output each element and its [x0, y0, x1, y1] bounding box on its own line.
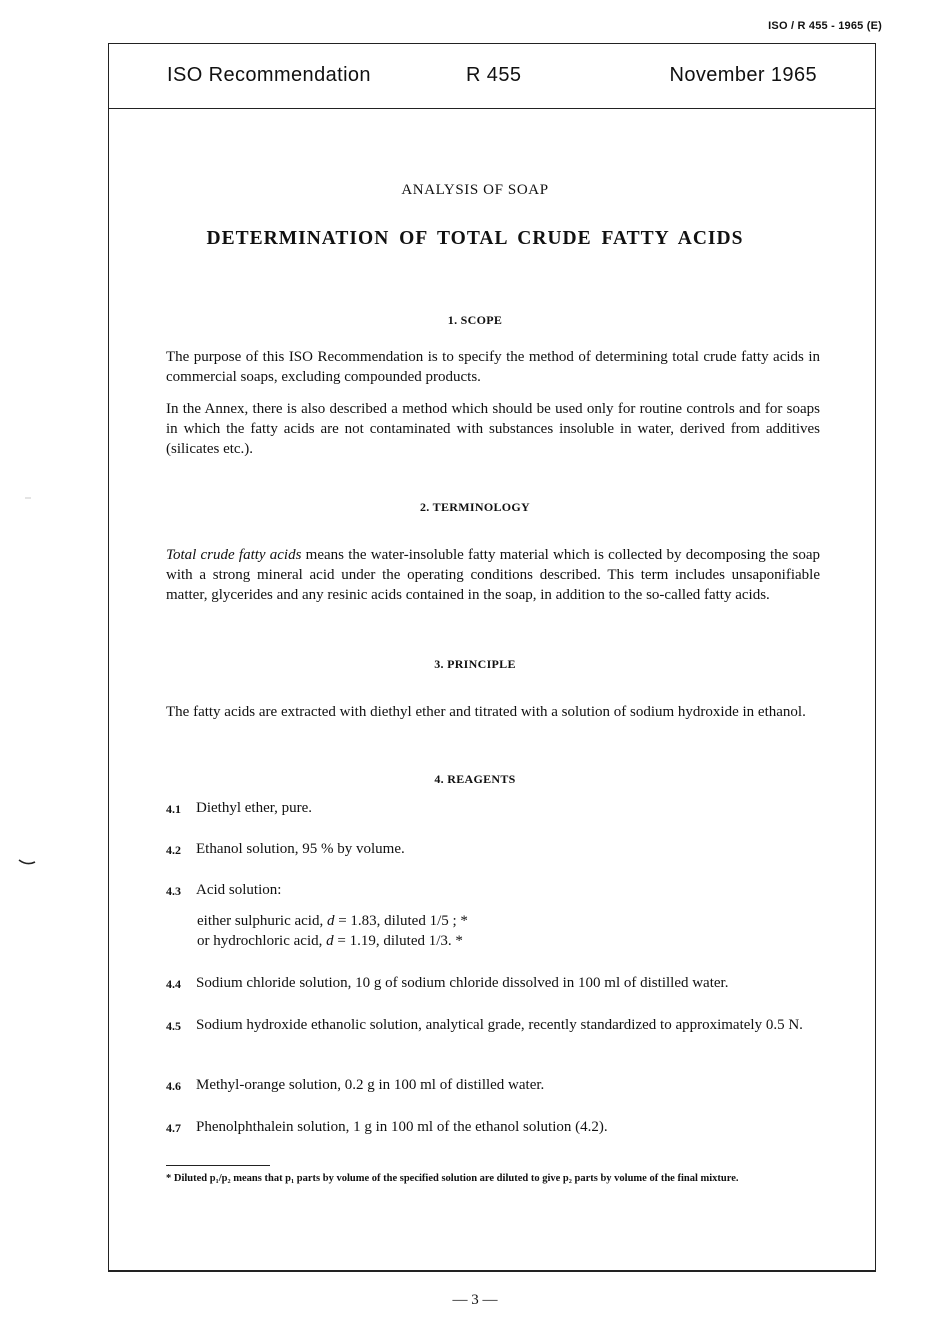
- reagent-item: [166, 798, 820, 818]
- terminology-paragraph: [166, 545, 820, 605]
- header-row: [109, 44, 875, 109]
- reagent-number: 4.1: [166, 802, 181, 816]
- acid-option-hydrochloric: [197, 931, 463, 951]
- reagent-text: Acid solution:: [196, 882, 282, 898]
- reagent-text: Methyl-orange solution, 0.2 g in 100 ml of distilled water.: [196, 1077, 545, 1093]
- header-number: R 455: [466, 64, 522, 86]
- reagent-number: 4.3: [166, 884, 181, 898]
- reagent-number: 4.5: [166, 1019, 181, 1033]
- acid-option-text: = 1.83, diluted 1/5 ; *: [334, 913, 468, 929]
- density-symbol: d: [326, 933, 334, 949]
- section-heading-terminology: 2. TERMINOLOGY: [420, 500, 530, 514]
- reagent-item: [166, 880, 820, 900]
- term-italic: Total crude fatty acids: [166, 547, 302, 563]
- footnote-rule: [166, 1165, 270, 1166]
- footnote: * Diluted p₁/p₂ means that p₁ parts by volume of the specified solution are diluted to give p₂ parts by volume of the final mixture.: [166, 1173, 739, 1184]
- reagent-text: Diethyl ether, pure.: [196, 800, 313, 816]
- acid-option-text: either sulphuric acid,: [197, 913, 327, 929]
- reagent-text: Sodium chloride solution, 10 g of sodium chloride dissolved in 100 ml of distilled water.: [196, 975, 729, 991]
- reagent-item: [166, 1015, 820, 1035]
- scan-speck: [24, 496, 32, 500]
- scan-mark: [18, 858, 36, 866]
- section-heading-principle: 3. PRINCIPLE: [434, 657, 516, 671]
- acid-option-text: = 1.19, diluted 1/3. *: [333, 933, 463, 949]
- header-recommendation: ISO Recommendation: [167, 64, 371, 86]
- density-symbol: d: [326, 913, 335, 929]
- acid-option-text: or hydrochloric acid,: [197, 933, 327, 949]
- reagent-text: Sodium hydroxide ethanolic solution, analytical grade, recently standardized to approximately 0.5 N.: [196, 1017, 803, 1033]
- main-title: DETERMINATION OF TOTAL CRUDE FATTY ACIDS: [206, 228, 744, 249]
- reagent-number: 4.2: [166, 843, 181, 857]
- reagent-text: Phenolphthalein solution, 1 g in 100 ml of the ethanol solution (4.2).: [196, 1119, 608, 1135]
- reagent-item: [166, 839, 820, 859]
- scope-paragraph-2: In the Annex, there is also described a method which should be used only for routine controls and for soaps in which the fatty acids are not contaminated with substances insoluble in water, derived from additives (silicates etc.).: [166, 401, 820, 457]
- reagent-number: 4.4: [166, 977, 181, 991]
- reagent-number: 4.6: [166, 1079, 181, 1093]
- page-number: — 3 —: [452, 1292, 498, 1308]
- reagent-item: [166, 1117, 820, 1137]
- reagent-text: Ethanol solution, 95 % by volume.: [196, 841, 405, 857]
- document-code: ISO / R 455 - 1965 (E): [768, 20, 882, 32]
- reagent-item: [166, 1075, 820, 1095]
- header-date: November 1965: [669, 64, 817, 86]
- acid-option-sulphuric: [197, 911, 468, 931]
- section-heading-reagents: 4. REAGENTS: [434, 772, 516, 786]
- reagent-number: 4.7: [166, 1121, 181, 1135]
- reagent-item: [166, 973, 820, 993]
- series-title: ANALYSIS OF SOAP: [401, 182, 549, 198]
- scope-paragraph-1: The purpose of this ISO Recommendation is to specify the method of determining total crude fatty acids in commercial soaps, excluding compounded products.: [166, 349, 820, 385]
- section-heading-scope: 1. SCOPE: [447, 313, 503, 327]
- principle-paragraph: The fatty acids are extracted with diethyl ether and titrated with a solution of sodium hydroxide in ethanol.: [166, 704, 806, 720]
- term-definition: means the water-insoluble fatty material which is collected by decomposing the soap with a strong mineral acid under the operating conditions described. This term includes unsaponifiable matter, glycerides and any resinic acids contained in the soap, in addition to the so-called fatty acids.: [166, 547, 820, 603]
